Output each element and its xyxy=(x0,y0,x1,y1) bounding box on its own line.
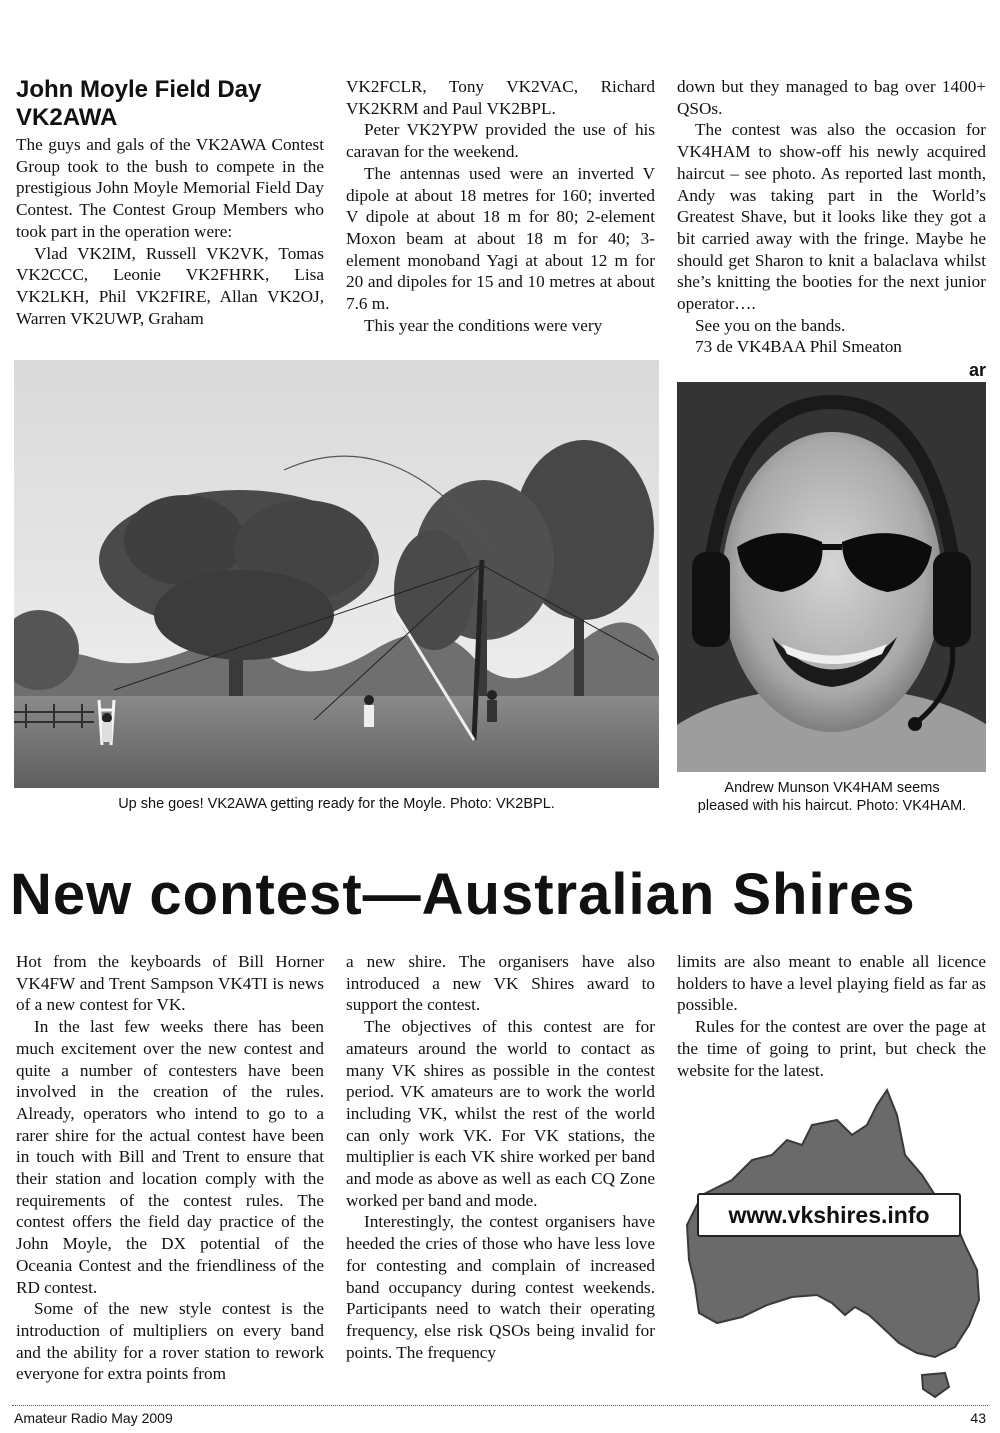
article2-paragraph: Rules for the contest are over the page at the time of going to print, but check the website for the latest. xyxy=(677,1017,986,1080)
article2-column-1 xyxy=(16,951,324,1385)
footer-page-number: 43 xyxy=(970,1410,986,1426)
article2-paragraph: limits are also meant to enable all licence holders to have a level playing field as far as possible. xyxy=(677,952,986,1015)
article1-paragraph: This year the conditions were very xyxy=(364,315,603,335)
article1-paragraph: Peter VK2YPW provided the use of his caravan for the weekend. xyxy=(346,120,655,162)
article1-column-1 xyxy=(16,76,324,329)
article1-paragraph: down but they managed to bag over 1400+ QSOs. xyxy=(677,77,986,118)
article1-title xyxy=(16,76,324,132)
portrait-caption-line1: Andrew Munson VK4HAM seems xyxy=(724,780,940,796)
article2-paragraph: The objectives of this contest are for amateurs around the world to contact as many VK shires as possible in the contest period. VK amateurs are to work the world including VK, whilst the rest of the world can only work VK. For VK stations, the multiplier is each VK shire worked per band and mode as above as well as each CQ Zone worked per band and mode. xyxy=(346,1017,655,1210)
article2-column-3 xyxy=(677,951,986,1081)
portrait-photo-caption xyxy=(672,779,992,815)
article1-title-line2: VK2AWA xyxy=(16,104,118,131)
article1-paragraph: The guys and gals of the VK2AWA Contest Group took to the bush to compete in the prestigious John Moyle Memorial Field Day Contest. The Contest Group Members who took part in the operation were: xyxy=(16,135,324,241)
portrait-caption-line2: pleased with his haircut. Photo: VK4HAM. xyxy=(697,798,967,814)
article2-headline: New contest—Australian Shires xyxy=(10,862,916,927)
article1-column-2 xyxy=(346,76,655,336)
article1-signature: 73 de VK4BAA Phil Smeaton xyxy=(695,337,902,357)
article1-title-line1: John Moyle Field Day xyxy=(16,76,262,103)
article2-column-2 xyxy=(346,951,655,1363)
article1-paragraph: See you on the bands. xyxy=(695,315,846,335)
article2-paragraph: In the last few weeks there has been much excitement over the new contest and quite a number of contesters have been involved in the creation of the rules. Already, operators who intend to go to a rarer shire for the actual contest have been in touch with Bill and Trent to ensure that their station and location comply with the requirements of the contest rules. The contest offers the field day practice of the John Moyle, the DX potential of the Oceania Contest and the friendliness of the RD contest. xyxy=(16,1017,324,1297)
footer-publication: Amateur Radio May 2009 xyxy=(14,1410,173,1426)
article1-column-3 xyxy=(677,76,986,358)
article2-paragraph: Interestingly, the contest organisers have heeded the cries of those who have less love for contesting and complain of increased band occupancy during contest weekends. Participants need to watch their operating frequency, else risk QSOs being invalid for points. The frequency xyxy=(346,1212,655,1362)
field-day-photo xyxy=(14,360,659,788)
article1-paragraph: Vlad VK2IM, Russell VK2VK, Tomas VK2CCC, Leonie VK2FHRK, Lisa VK2LKH, Phil VK2FIRE, Allan VK2OJ, Warren VK2UWP, Graham xyxy=(16,243,324,328)
australia-map xyxy=(677,1085,986,1400)
article2-paragraph: Some of the new style contest is the introduction of multipliers on every band and the ability for a rover station to rework everyone for extra points from xyxy=(16,1299,324,1384)
fence xyxy=(14,704,94,728)
article1-paragraph: VK2FCLR, Tony VK2VAC, Richard VK2KRM and Paul VK2BPL. xyxy=(346,77,655,118)
field-photo-caption: Up she goes! VK2AWA getting ready for the Moyle. Photo: VK2BPL. xyxy=(118,796,555,812)
article1-paragraph: The antennas used were an inverted V dipole at about 18 metres for 160; inverted V dipole at about 18 m for 80; 2-element Moxon beam at about 18 m for 40; 3-element monoband Yagi at about 12 m for 20 and dipoles for 15 and 10 metres at about 7.6 m. xyxy=(346,163,655,314)
website-url-link[interactable]: www.vkshires.info xyxy=(697,1193,961,1237)
portrait-photo xyxy=(677,382,986,772)
article-end-mark: ar xyxy=(968,360,986,380)
tasmania-outline xyxy=(922,1373,949,1397)
footer-divider xyxy=(12,1405,988,1406)
article2-paragraph: a new shire. The organisers have also introduced a new VK Shires award to support the contest. xyxy=(346,952,655,1015)
article1-paragraph: The contest was also the occasion for VK4HAM to show-off his newly acquired haircut – see photo. As reported last month, Andy was taking part in the World’s Greatest Shave, but it looks like they got a bit carried away with the fringe. Maybe he should get Sharon to knit a balaclava whilst she’s knitting the booties for the next junior operator…. xyxy=(677,120,986,314)
article2-paragraph: Hot from the keyboards of Bill Horner VK4FW and Trent Sampson VK4TI is news of a new contest for VK. xyxy=(16,952,324,1015)
